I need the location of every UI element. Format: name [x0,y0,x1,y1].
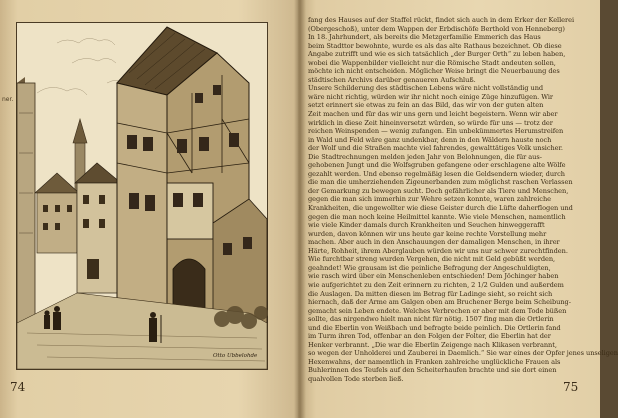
left-page [0,0,298,418]
page-number-right: 75 [563,380,579,394]
margin-mark: ner. [2,96,14,103]
text-line: Buhlerinnen des Teufels auf den Scheiterhaufen brachte und sie dort einen [308,366,557,375]
text-line: gemacht sein Leben endete. Welches Verbrechen er aber mit dem Tode büßen [308,306,567,315]
text-line: in Wald und Feld wäre ganz undenkbar, denn in den Wäldern hauste noch [308,135,552,144]
text-line: beim Stadttor bewohnte, wurde es als das alte Rathaus bezeichnet. Ob diese [308,41,562,50]
illustration-drawing [17,23,267,369]
text-line: Hexenwahns, der namentlich in Franken zahlreiche unglückliche Frauen als [308,357,561,366]
text-line: der Wolf und die Straßen machte viel fahrendes, gewalttätiges Volk unsicher. [308,144,563,153]
body-text [308,16,618,384]
text-line: reichen Weinspenden — wenig zufangen. Ein unbekümmertes Herumstreifen [308,127,564,136]
text-line: die Auslagen. Da mitten diesen im Betrag für Ladinge sieht, so reicht sich [308,289,553,298]
text-line: wurden, davon können wir uns heute gar keine rechte Vorstellung mehr [308,229,547,238]
text-line: gegen die man noch keine Heilmittel kannte. Wie viele Menschen, namentlich [308,212,566,221]
text-line: fang des Hauses auf der Staffel rückt, findet sich auch in dem Erker der Kellerei [308,16,575,24]
text-line: Zeit machen und für das wir uns gern und leicht begeistern. Wenn wir aber [308,110,558,119]
text-line: sollte, das nirgendwo hielt man nicht für nötig. 1507 fing man die Ortlerin [308,315,554,324]
text-line: geahndet! Wie grausam ist die peinliche Befragung der Angeschuldigten, [308,263,551,272]
text-line: Henker verbrannt. „Die war die Eberlin Zeigenge nach Klikasen verbrannt, [308,340,557,349]
text-line: gezahlt werden. Und ebenso regelmäßig lesen die Geldsendern wieder, durch [308,169,565,178]
text-line: Krankheiten, die ungewollter wie diese Geister durch die Lüfte daherflogen und [308,204,573,213]
text-line: im Turm ihren Tod, offenbar an den Folgen der Folter, die Eberlin hat der [308,332,551,341]
text-line: städtischen Archivs darüber genaueren Aufschluß. [308,75,476,84]
text-line: Unsere Schilderung des städtischen Lebens wäre nicht vollständig und [308,84,544,93]
right-page [298,0,618,418]
text-line: gehobenen Jungt und die Wolfsgruben gefangene oder erschlagene alte Wölfe [308,161,566,170]
text-line: Härte, Rohheit, ihrem Aberglauben würden wir uns nur schwer zurechtfinden. [308,246,568,255]
text-line: und die Eberlin von Weißbach und befragte beide peinlich. Die Ortlerin fand [308,323,561,332]
text-line: die man die umherziehenden Zigeunerbanden zum möglichst raschen Verlassen [308,178,573,187]
text-line: hiernach, daß der Arme am Galgen oben am Bruchener Berge beim Scheibung- [308,298,571,307]
text-line: In 18. Jahrhundert, als bereits die Metzgerfamilie Emmerich das Haus [308,33,541,42]
text-line: Die Stadtrechnungen melden jeden Jahr von Belohnungen, die für aus- [308,152,542,161]
text-line: der Gemarkung zu bewegen sucht. Doch gefährlicher als Tiere und Menschen, [308,186,569,195]
text-line: wobei die Wappenbilder vielleicht nur die Römische Stadt andeuten sollen, [308,58,556,67]
house-illustration [16,22,268,370]
artist-signature: Otto Ubbelohde [213,353,258,359]
book-gutter [294,0,306,418]
text-line: gegen die man sich immerhin zur Wehre setzen konnte, waren zahlreiche [308,195,551,204]
text-line: (Obergeschoß), unter dem Wappen der Erbdischöfe Berthold von Henneberg) [308,24,565,33]
text-line: wie aufgerichtet zu den Zeit erinnern zu richten, 2 1/2 Gulden und außerdem [308,280,564,289]
text-line: Angabe zutrifft und wie es sich tatsächlich „der Burger Orth“ zu leben haben, [308,50,566,59]
text-line: möchte ich nicht entscheiden. Möglicher Weise bringt die Neuerbauung des [308,67,560,76]
text-line: wirklich in diese Zeit hineinversetzt würden, so würde für uns — trotz der [308,118,553,127]
text-line: so wegen der Unholderei und Zauberei in Daemlich.“ Sie war eines der Opfer jenes unseligen [308,349,618,358]
text-line: wie viele Kinder damals durch Krankheiten und Seuchen hinweggerafft [308,221,545,230]
text-line: wie rasch wird über ein Menschenleben entschieden! Dem Jöchinger haben [308,272,559,281]
text-line: machen. Aber auch in den Anschauungen der damaligen Menschen, in ihrer [308,238,560,247]
text-line: setzt erinnert sie etwas zu fein an das Bild, das wir von der guten alten [308,101,544,110]
page-number-left: 74 [10,380,26,394]
text-line: qualvollen Tode sterben ließ. [308,374,404,383]
text-line: wäre nicht richtig, würden wir ihr nicht noch einige Züge hinzufügen. Wir [308,92,554,101]
text-line: Wie furchtbar streng wurden Vergehen, die nicht mit Geld gebüßt werden, [308,255,556,264]
